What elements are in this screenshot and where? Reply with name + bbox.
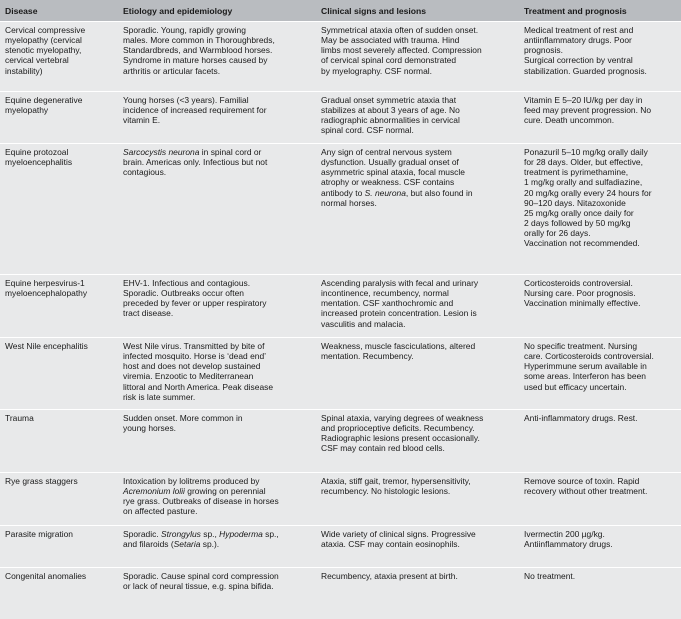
treatment-line: stabilization. Guarded prognosis.	[524, 65, 647, 76]
clinical-line: Weakness, muscle fasciculations, altered	[321, 341, 476, 351]
treatment-line: feed may prevent progression. No	[524, 105, 652, 116]
cell-treatment	[519, 568, 681, 608]
header-row	[0, 0, 681, 22]
table-row	[0, 473, 681, 526]
cell-etiology	[118, 568, 316, 608]
clinical-line: recumbency. No histologic lesions.	[321, 486, 451, 497]
cell-disease	[0, 275, 118, 338]
treatment-line: Surgical correction by ventral	[524, 55, 633, 66]
cell-etiology	[118, 473, 316, 526]
clinical-line: of cervical spinal cord demonstrated	[321, 55, 457, 66]
table-row	[0, 22, 681, 92]
clinical-line: mentation. CSF xanthochromic and	[321, 298, 454, 309]
etiology-line: West Nile virus. Transmitted by bite of	[123, 341, 265, 351]
etiology-line: young horses.	[123, 423, 177, 434]
cell-disease	[0, 22, 118, 92]
cell-clinical	[316, 338, 519, 410]
treatment-line: treatment is pyrimethamine,	[524, 167, 629, 178]
etiology-line: brain. Americas only. Infectious but not	[123, 157, 268, 168]
cell-disease	[0, 473, 118, 526]
clinical-line: Wide variety of clinical signs. Progressive	[321, 529, 476, 539]
disease-line: Equine protozoal	[5, 147, 69, 157]
etiology-line: incidence of increased requirement for	[123, 105, 267, 116]
disease-line: Trauma	[5, 413, 34, 423]
table-row	[0, 275, 681, 338]
cell-clinical	[316, 144, 519, 275]
clinical-line: normal horses.	[321, 197, 377, 208]
cell-clinical	[316, 473, 519, 526]
etiology-line: arthritis or articular facets.	[123, 65, 221, 76]
treatment-line: some areas. Interferon has been	[524, 371, 646, 382]
cell-disease	[0, 526, 118, 568]
etiology-line: EHV-1. Infectious and contagious.	[123, 278, 251, 288]
cell-treatment	[519, 92, 681, 144]
cell-clinical	[316, 526, 519, 568]
disease-line: Rye grass staggers	[5, 476, 78, 486]
clinical-line: asymmetric spinal ataxia, focal muscle	[321, 167, 465, 178]
clinical-line: increased protein concentration. Lesion is	[321, 308, 477, 319]
treatment-line: prognosis.	[524, 45, 563, 56]
cell-treatment	[519, 275, 681, 338]
treatment-line: 2 days followed by 50 mg/kg	[524, 218, 631, 229]
header-clinical: Clinical signs and lesions	[316, 0, 519, 22]
treatment-line: 25 mg/kg orally once daily for	[524, 207, 634, 218]
etiology-line: preceded by fever or upper respiratory	[123, 298, 267, 309]
cell-etiology	[118, 410, 316, 473]
treatment-line: Vaccination minimally effective.	[524, 298, 641, 309]
treatment-line: Anti-inflammatory drugs. Rest.	[524, 413, 638, 423]
cell-etiology	[118, 22, 316, 92]
header-treatment: Treatment and prognosis	[519, 0, 681, 22]
disease-line: Equine degenerative	[5, 95, 83, 105]
clinical-line: limbs most severely affected. Compression	[321, 45, 482, 56]
treatment-line: No specific treatment. Nursing	[524, 341, 638, 351]
treatment-line: for 28 days. Older, but effective,	[524, 157, 643, 168]
etiology-line: host and does not develop sustained	[123, 361, 261, 372]
cell-disease	[0, 568, 118, 608]
treatment-line: recovery without other treatment.	[524, 486, 648, 497]
treatment-line: Ivermectin 200 µg/kg.	[524, 529, 605, 539]
table-row	[0, 92, 681, 144]
cell-disease	[0, 144, 118, 275]
treatment-line: Vitamin E 5–20 IU/kg per day in	[524, 95, 643, 105]
clinical-line: Radiographic lesions present occasionally.	[321, 433, 480, 444]
treatment-line: antiinflammatory drugs. Poor	[524, 35, 632, 46]
disease-line: West Nile encephalitis	[5, 341, 88, 351]
treatment-line: care. Corticosteroids controversial.	[524, 351, 654, 362]
etiology-line: Sporadic. Cause spinal cord compression	[123, 571, 279, 581]
etiology-line: tract disease.	[123, 308, 174, 319]
etiology-line: Syndrome in mature horses caused by	[123, 55, 268, 66]
treatment-line: Medical treatment of rest and	[524, 25, 634, 35]
table-row	[0, 144, 681, 275]
treatment-line: Hyperimmune serum available in	[524, 361, 647, 372]
disease-line: cervical vertebral	[5, 55, 69, 66]
treatment-line: used but efficacy uncertain.	[524, 381, 627, 392]
clinical-line: May be associated with trauma. Hind	[321, 35, 460, 46]
etiology-line: infected mosquito. Horse is ‘dead end’	[123, 351, 267, 362]
clinical-line: Ascending paralysis with fecal and urinary	[321, 278, 479, 288]
table-row	[0, 568, 681, 608]
cell-treatment	[519, 473, 681, 526]
clinical-line: antibody to S. neurona, but also found in	[321, 187, 473, 198]
clinical-line: by myelography. CSF normal.	[321, 65, 432, 76]
etiology-line: littoral and North America. Peak disease	[123, 381, 274, 392]
etiology-line: contagious.	[123, 167, 167, 178]
clinical-line: atrophy or weakness. CSF contains	[321, 177, 455, 188]
clinical-line: Spinal ataxia, varying degrees of weakness	[321, 413, 484, 423]
clinical-line: mentation. Recumbency.	[321, 351, 414, 362]
cell-clinical	[316, 92, 519, 144]
etiology-line: rye grass. Outbreaks of disease in horses	[123, 496, 279, 507]
etiology-line: Sporadic. Strongylus sp., Hypoderma sp.,	[123, 529, 279, 539]
disease-line: Parasite migration	[5, 529, 73, 539]
etiology-line: vitamin E.	[123, 115, 161, 126]
clinical-line: vasculitis and malacia.	[321, 318, 406, 329]
clinical-line: radiographic abnormalities in cervical	[321, 115, 460, 126]
etiology-line: Sporadic. Outbreaks occur often	[123, 288, 245, 299]
cell-etiology	[118, 526, 316, 568]
header-disease: Disease	[0, 0, 118, 22]
etiology-line: on affected pasture.	[123, 506, 198, 517]
etiology-line: Sarcocystis neurona in spinal cord or	[123, 147, 262, 157]
treatment-line: cure. Death uncommon.	[524, 115, 615, 126]
treatment-line: orally for 26 days.	[524, 228, 591, 239]
treatment-line: 20 mg/kg orally every 24 hours for	[524, 187, 652, 198]
etiology-line: Standardbreds, and Warmblood horses.	[123, 45, 273, 56]
treatment-line: Ponazuril 5–10 mg/kg orally daily	[524, 147, 648, 157]
treatment-line: Vaccination not recommended.	[524, 238, 640, 249]
cell-treatment	[519, 410, 681, 473]
cell-treatment	[519, 144, 681, 275]
cell-treatment	[519, 338, 681, 410]
treatment-line: 90–120 days. Nitazoxonide	[524, 197, 626, 208]
clinical-line: spinal cord. CSF normal.	[321, 125, 414, 136]
etiology-line: risk is late summer.	[123, 391, 196, 402]
header-etiology: Etiology and epidemiology	[118, 0, 316, 22]
treatment-line: No treatment.	[524, 571, 576, 581]
treatment-line: 1 mg/kg orally and sulfadiazine,	[524, 177, 643, 188]
etiology-line: viremia. Enzootic to Mediterranean	[123, 371, 254, 382]
table-row	[0, 526, 681, 568]
clinical-line: dysfunction. Usually gradual onset of	[321, 157, 459, 168]
disease-line: Congenital anomalies	[5, 571, 87, 581]
etiology-line: Young horses (<3 years). Familial	[123, 95, 249, 105]
clinical-line: ataxia. CSF may contain eosinophils.	[321, 539, 460, 550]
etiology-line: males. More common in Thoroughbreds,	[123, 35, 275, 46]
treatment-line: Nursing care. Poor prognosis.	[524, 288, 636, 299]
cell-clinical	[316, 568, 519, 608]
cell-treatment	[519, 526, 681, 568]
etiology-line: or lack of neural tissue, e.g. spina bifida.	[123, 581, 274, 592]
cell-treatment	[519, 22, 681, 92]
cell-etiology	[118, 275, 316, 338]
clinical-line: CSF may contain red blood cells.	[321, 443, 445, 454]
cell-etiology	[118, 92, 316, 144]
clinical-line: and proprioceptive deficits. Recumbency.	[321, 423, 475, 434]
cell-clinical	[316, 410, 519, 473]
clinical-line: Ataxia, stiff gait, tremor, hypersensitivity,	[321, 476, 471, 486]
cell-etiology	[118, 144, 316, 275]
etiology-line: Sporadic. Young, rapidly growing	[123, 25, 246, 35]
disease-line: myeloencephalopathy	[5, 288, 88, 299]
disease-line: myelopathy (cervical	[5, 35, 82, 46]
cell-disease	[0, 92, 118, 144]
disease-line: myelopathy	[5, 105, 49, 116]
clinical-line: Gradual onset symmetric ataxia that	[321, 95, 457, 105]
etiology-line: Acremonium lolii growing on perennial	[123, 486, 266, 497]
clinical-line: Symmetrical ataxia often of sudden onset.	[321, 25, 479, 35]
cell-clinical	[316, 275, 519, 338]
treatment-line: Antiinflammatory drugs.	[524, 539, 613, 550]
etiology-line: Intoxication by lolitrems produced by	[123, 476, 260, 486]
cell-etiology	[118, 338, 316, 410]
disease-line: instability)	[5, 65, 43, 76]
treatment-line: Corticosteroids controversial.	[524, 278, 633, 288]
disease-line: Equine herpesvirus-1	[5, 278, 85, 288]
clinical-line: Any sign of central nervous system	[321, 147, 452, 157]
clinical-line: stabilizes at about 3 years of age. No	[321, 105, 460, 116]
cell-disease	[0, 410, 118, 473]
cell-disease	[0, 338, 118, 410]
treatment-line: Remove source of toxin. Rapid	[524, 476, 640, 486]
etiology-line: and filaroids (Setaria sp.).	[123, 539, 220, 550]
table-row	[0, 410, 681, 473]
table-row	[0, 338, 681, 410]
disease-line: myeloencephalitis	[5, 157, 73, 168]
table-body	[0, 22, 681, 608]
clinical-line: incontinence, recumbency, normal	[321, 288, 449, 299]
cell-clinical	[316, 22, 519, 92]
clinical-line: Recumbency, ataxia present at birth.	[321, 571, 458, 581]
disease-line: Cervical compressive	[5, 25, 86, 35]
disease-line: stenotic myelopathy,	[5, 45, 82, 56]
etiology-line: Sudden onset. More common in	[123, 413, 243, 423]
